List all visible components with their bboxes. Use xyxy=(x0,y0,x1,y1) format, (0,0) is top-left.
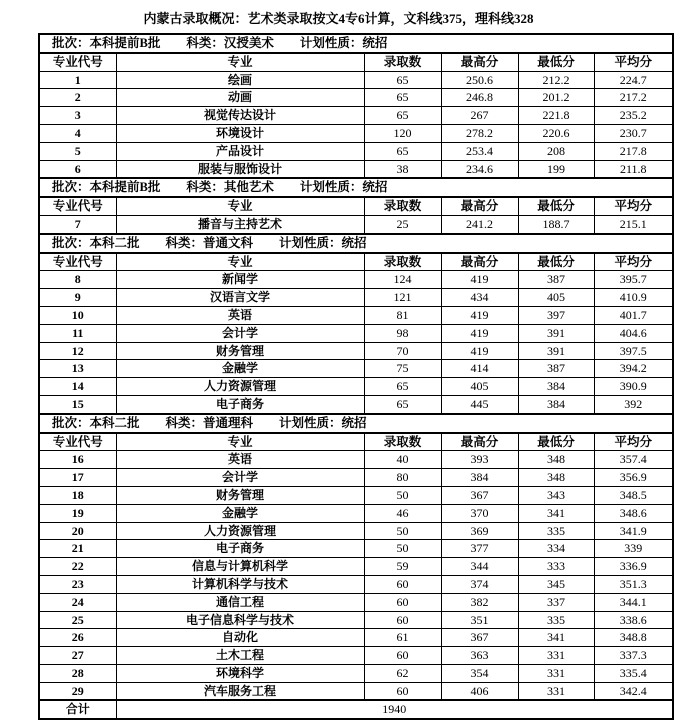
cell-min: 208 xyxy=(518,142,594,160)
cell-code: 22 xyxy=(39,558,116,576)
column-header-max: 最高分 xyxy=(441,197,518,215)
section-batch-row xyxy=(39,234,673,253)
cell-avg: 348.8 xyxy=(594,629,673,647)
cell-count: 65 xyxy=(364,71,441,89)
column-header-code: 专业代号 xyxy=(39,197,116,215)
section-plan-label: 计划性质：统招 xyxy=(299,36,388,50)
cell-count: 124 xyxy=(364,271,441,289)
cell-avg: 351.3 xyxy=(594,575,673,593)
cell-code: 25 xyxy=(39,611,116,629)
cell-max: 419 xyxy=(441,306,518,324)
cell-max: 246.8 xyxy=(441,89,518,107)
cell-major: 播音与主持艺术 xyxy=(116,215,364,233)
cell-min: 201.2 xyxy=(518,89,594,107)
cell-major: 环境科学 xyxy=(116,664,364,682)
cell-code: 21 xyxy=(39,540,116,558)
table-row xyxy=(39,160,673,178)
cell-min: 335 xyxy=(518,522,594,540)
cell-min: 334 xyxy=(518,540,594,558)
column-header-major: 专业 xyxy=(116,433,364,451)
cell-major: 环境设计 xyxy=(116,124,364,142)
section-plan-label: 计划性质：统招 xyxy=(279,415,367,430)
cell-avg: 392 xyxy=(594,395,673,413)
table-row xyxy=(39,664,673,682)
cell-max: 344 xyxy=(441,558,518,576)
cell-avg: 348.5 xyxy=(594,486,673,504)
cell-count: 60 xyxy=(364,593,441,611)
cell-count: 60 xyxy=(364,647,441,665)
page-title: 内蒙古录取概况：艺术类录取按文4专6计算，文科线375，理科线328 xyxy=(143,11,534,26)
cell-major: 英语 xyxy=(116,451,364,469)
cell-avg: 395.7 xyxy=(594,271,673,289)
section-plan-label: 计划性质：统招 xyxy=(279,235,367,250)
cell-code: 5 xyxy=(39,142,116,160)
cell-avg: 401.7 xyxy=(594,306,673,324)
cell-avg: 357.4 xyxy=(594,451,673,469)
section-batch-row xyxy=(39,414,673,433)
cell-code: 15 xyxy=(39,395,116,413)
cell-code: 24 xyxy=(39,593,116,611)
table-row xyxy=(39,306,673,324)
section-batch-cell xyxy=(39,234,673,253)
cell-count: 98 xyxy=(364,324,441,342)
column-header-row xyxy=(39,253,673,271)
cell-min: 391 xyxy=(518,342,594,360)
cell-code: 10 xyxy=(39,306,116,324)
cell-code: 2 xyxy=(39,89,116,107)
admissions-table xyxy=(38,33,674,720)
table-row xyxy=(39,378,673,396)
table-row xyxy=(39,469,673,487)
column-header-count: 录取数 xyxy=(364,197,441,215)
section-category-label: 科类：其他艺术 xyxy=(186,180,274,195)
section-batch-label: 批次：本科提前B批 xyxy=(52,180,161,195)
cell-code: 19 xyxy=(39,504,116,522)
cell-max: 250.6 xyxy=(441,71,518,89)
cell-major: 汽车服务工程 xyxy=(116,682,364,700)
column-header-max: 最高分 xyxy=(441,433,518,451)
cell-max: 406 xyxy=(441,682,518,700)
column-header-avg: 平均分 xyxy=(594,53,673,71)
cell-count: 75 xyxy=(364,360,441,378)
section-category-label: 科类：普通理科 xyxy=(165,415,254,430)
cell-min: 221.8 xyxy=(518,107,594,125)
cell-avg: 335.4 xyxy=(594,664,673,682)
table-row xyxy=(39,342,673,360)
total-label: 合计 xyxy=(39,700,116,719)
cell-max: 419 xyxy=(441,271,518,289)
cell-major: 汉语言文学 xyxy=(116,289,364,307)
cell-major: 财务管理 xyxy=(116,342,364,360)
table-row xyxy=(39,395,673,413)
cell-major: 产品设计 xyxy=(116,142,364,160)
column-header-min: 最低分 xyxy=(518,433,594,451)
column-header-major: 专业 xyxy=(116,197,364,215)
cell-major: 视觉传达设计 xyxy=(116,107,364,125)
cell-max: 445 xyxy=(441,395,518,413)
cell-major: 电子信息科学与技术 xyxy=(116,611,364,629)
cell-code: 27 xyxy=(39,647,116,665)
column-header-row xyxy=(39,197,673,215)
cell-major: 土木工程 xyxy=(116,647,364,665)
table-row xyxy=(39,324,673,342)
cell-count: 65 xyxy=(364,142,441,160)
column-header-row xyxy=(39,433,673,451)
section-category-label: 科类：汉授美术 xyxy=(186,36,274,50)
cell-max: 370 xyxy=(441,504,518,522)
total-value: 1940 xyxy=(116,700,673,719)
cell-min: 405 xyxy=(518,289,594,307)
cell-code: 11 xyxy=(39,324,116,342)
table-row xyxy=(39,593,673,611)
table-row xyxy=(39,504,673,522)
cell-major: 自动化 xyxy=(116,629,364,647)
table-row xyxy=(39,89,673,107)
cell-code: 17 xyxy=(39,469,116,487)
cell-count: 81 xyxy=(364,306,441,324)
cell-min: 348 xyxy=(518,469,594,487)
cell-count: 60 xyxy=(364,575,441,593)
cell-min: 337 xyxy=(518,593,594,611)
cell-max: 267 xyxy=(441,107,518,125)
cell-count: 25 xyxy=(364,215,441,233)
cell-avg: 230.7 xyxy=(594,124,673,142)
cell-min: 220.6 xyxy=(518,124,594,142)
column-header-avg: 平均分 xyxy=(594,197,673,215)
cell-major: 财务管理 xyxy=(116,486,364,504)
column-header-min: 最低分 xyxy=(518,197,594,215)
column-header-major: 专业 xyxy=(116,53,364,71)
cell-min: 348 xyxy=(518,451,594,469)
table-row xyxy=(39,486,673,504)
section-plan-label: 计划性质：统招 xyxy=(299,180,388,195)
column-header-code: 专业代号 xyxy=(39,433,116,451)
cell-major: 通信工程 xyxy=(116,593,364,611)
cell-major: 英语 xyxy=(116,306,364,324)
cell-count: 61 xyxy=(364,629,441,647)
column-header-count: 录取数 xyxy=(364,53,441,71)
cell-min: 384 xyxy=(518,395,594,413)
cell-count: 50 xyxy=(364,540,441,558)
cell-code: 1 xyxy=(39,71,116,89)
cell-code: 29 xyxy=(39,682,116,700)
section-batch-row xyxy=(39,34,673,53)
cell-min: 387 xyxy=(518,271,594,289)
cell-code: 8 xyxy=(39,271,116,289)
cell-code: 20 xyxy=(39,522,116,540)
cell-min: 331 xyxy=(518,664,594,682)
cell-count: 65 xyxy=(364,395,441,413)
table-row xyxy=(39,71,673,89)
column-header-code: 专业代号 xyxy=(39,253,116,271)
cell-count: 80 xyxy=(364,469,441,487)
cell-count: 50 xyxy=(364,486,441,504)
table-row xyxy=(39,451,673,469)
cell-major: 动画 xyxy=(116,89,364,107)
cell-max: 241.2 xyxy=(441,215,518,233)
table-row xyxy=(39,215,673,233)
cell-max: 278.2 xyxy=(441,124,518,142)
table-row xyxy=(39,271,673,289)
table-row xyxy=(39,360,673,378)
table-row xyxy=(39,682,673,700)
column-header-max: 最高分 xyxy=(441,253,518,271)
section-batch-label: 批次：本科二批 xyxy=(52,415,140,430)
cell-max: 434 xyxy=(441,289,518,307)
cell-avg: 394.2 xyxy=(594,360,673,378)
column-header-avg: 平均分 xyxy=(594,253,673,271)
cell-max: 234.6 xyxy=(441,160,518,178)
cell-avg: 342.4 xyxy=(594,682,673,700)
cell-avg: 410.9 xyxy=(594,289,673,307)
cell-max: 405 xyxy=(441,378,518,396)
cell-major: 服装与服饰设计 xyxy=(116,160,364,178)
cell-min: 391 xyxy=(518,324,594,342)
section-batch-cell xyxy=(39,34,673,53)
column-header-row xyxy=(39,53,673,71)
cell-min: 384 xyxy=(518,378,594,396)
cell-code: 18 xyxy=(39,486,116,504)
cell-avg: 397.5 xyxy=(594,342,673,360)
cell-max: 393 xyxy=(441,451,518,469)
cell-avg: 224.7 xyxy=(594,71,673,89)
cell-major: 电子商务 xyxy=(116,395,364,413)
cell-major: 会计学 xyxy=(116,469,364,487)
cell-min: 188.7 xyxy=(518,215,594,233)
column-header-max: 最高分 xyxy=(441,53,518,71)
section-batch-label: 批次：本科二批 xyxy=(52,235,140,250)
column-header-count: 录取数 xyxy=(364,253,441,271)
cell-max: 382 xyxy=(441,593,518,611)
cell-count: 60 xyxy=(364,682,441,700)
cell-avg: 337.3 xyxy=(594,647,673,665)
table-row xyxy=(39,575,673,593)
cell-min: 341 xyxy=(518,629,594,647)
table-row xyxy=(39,540,673,558)
cell-count: 70 xyxy=(364,342,441,360)
table-row xyxy=(39,124,673,142)
cell-major: 人力资源管理 xyxy=(116,378,364,396)
cell-avg: 338.6 xyxy=(594,611,673,629)
cell-code: 28 xyxy=(39,664,116,682)
column-header-avg: 平均分 xyxy=(594,433,673,451)
cell-min: 345 xyxy=(518,575,594,593)
cell-max: 419 xyxy=(441,324,518,342)
cell-min: 331 xyxy=(518,647,594,665)
cell-avg: 211.8 xyxy=(594,160,673,178)
cell-count: 38 xyxy=(364,160,441,178)
cell-count: 40 xyxy=(364,451,441,469)
column-header-min: 最低分 xyxy=(518,253,594,271)
cell-count: 121 xyxy=(364,289,441,307)
cell-code: 16 xyxy=(39,451,116,469)
cell-avg: 336.9 xyxy=(594,558,673,576)
cell-avg: 341.9 xyxy=(594,522,673,540)
cell-avg: 390.9 xyxy=(594,378,673,396)
cell-major: 金融学 xyxy=(116,360,364,378)
section-batch-cell xyxy=(39,178,673,197)
cell-code: 6 xyxy=(39,160,116,178)
cell-code: 4 xyxy=(39,124,116,142)
cell-code: 13 xyxy=(39,360,116,378)
cell-count: 60 xyxy=(364,611,441,629)
table-row xyxy=(39,289,673,307)
cell-min: 387 xyxy=(518,360,594,378)
cell-count: 50 xyxy=(364,522,441,540)
section-batch-row xyxy=(39,178,673,197)
cell-code: 14 xyxy=(39,378,116,396)
cell-min: 343 xyxy=(518,486,594,504)
cell-code: 3 xyxy=(39,107,116,125)
table-row xyxy=(39,107,673,125)
cell-min: 331 xyxy=(518,682,594,700)
cell-code: 23 xyxy=(39,575,116,593)
section-batch-cell xyxy=(39,414,673,433)
cell-major: 绘画 xyxy=(116,71,364,89)
cell-avg: 215.1 xyxy=(594,215,673,233)
cell-max: 419 xyxy=(441,342,518,360)
cell-avg: 339 xyxy=(594,540,673,558)
total-row xyxy=(39,700,673,719)
cell-count: 65 xyxy=(364,107,441,125)
cell-min: 199 xyxy=(518,160,594,178)
cell-max: 354 xyxy=(441,664,518,682)
cell-code: 12 xyxy=(39,342,116,360)
cell-count: 59 xyxy=(364,558,441,576)
table-row xyxy=(39,142,673,160)
cell-major: 金融学 xyxy=(116,504,364,522)
table-row xyxy=(39,611,673,629)
table-row xyxy=(39,558,673,576)
cell-code: 9 xyxy=(39,289,116,307)
cell-major: 电子商务 xyxy=(116,540,364,558)
column-header-count: 录取数 xyxy=(364,433,441,451)
column-header-code: 专业代号 xyxy=(39,53,116,71)
cell-max: 374 xyxy=(441,575,518,593)
cell-count: 46 xyxy=(364,504,441,522)
cell-max: 414 xyxy=(441,360,518,378)
cell-max: 377 xyxy=(441,540,518,558)
cell-avg: 348.6 xyxy=(594,504,673,522)
cell-max: 253.4 xyxy=(441,142,518,160)
cell-count: 62 xyxy=(364,664,441,682)
cell-avg: 404.6 xyxy=(594,324,673,342)
cell-major: 会计学 xyxy=(116,324,364,342)
cell-min: 397 xyxy=(518,306,594,324)
cell-max: 384 xyxy=(441,469,518,487)
section-category-label: 科类：普通文科 xyxy=(165,235,254,250)
cell-max: 351 xyxy=(441,611,518,629)
cell-min: 212.2 xyxy=(518,71,594,89)
cell-count: 65 xyxy=(364,89,441,107)
cell-avg: 217.2 xyxy=(594,89,673,107)
cell-major: 计算机科学与技术 xyxy=(116,575,364,593)
table-row xyxy=(39,522,673,540)
cell-major: 信息与计算机科学 xyxy=(116,558,364,576)
cell-max: 367 xyxy=(441,629,518,647)
cell-min: 341 xyxy=(518,504,594,522)
cell-major: 新闻学 xyxy=(116,271,364,289)
cell-max: 363 xyxy=(441,647,518,665)
cell-code: 26 xyxy=(39,629,116,647)
cell-avg: 344.1 xyxy=(594,593,673,611)
cell-major: 人力资源管理 xyxy=(116,522,364,540)
section-batch-label: 批次：本科提前B批 xyxy=(52,36,161,50)
cell-count: 120 xyxy=(364,124,441,142)
cell-code: 7 xyxy=(39,215,116,233)
cell-avg: 235.2 xyxy=(594,107,673,125)
cell-avg: 217.8 xyxy=(594,142,673,160)
cell-max: 369 xyxy=(441,522,518,540)
table-row xyxy=(39,647,673,665)
cell-count: 65 xyxy=(364,378,441,396)
cell-min: 333 xyxy=(518,558,594,576)
table-row xyxy=(39,629,673,647)
column-header-min: 最低分 xyxy=(518,53,594,71)
cell-avg: 356.9 xyxy=(594,469,673,487)
column-header-major: 专业 xyxy=(116,253,364,271)
cell-min: 335 xyxy=(518,611,594,629)
cell-max: 367 xyxy=(441,486,518,504)
